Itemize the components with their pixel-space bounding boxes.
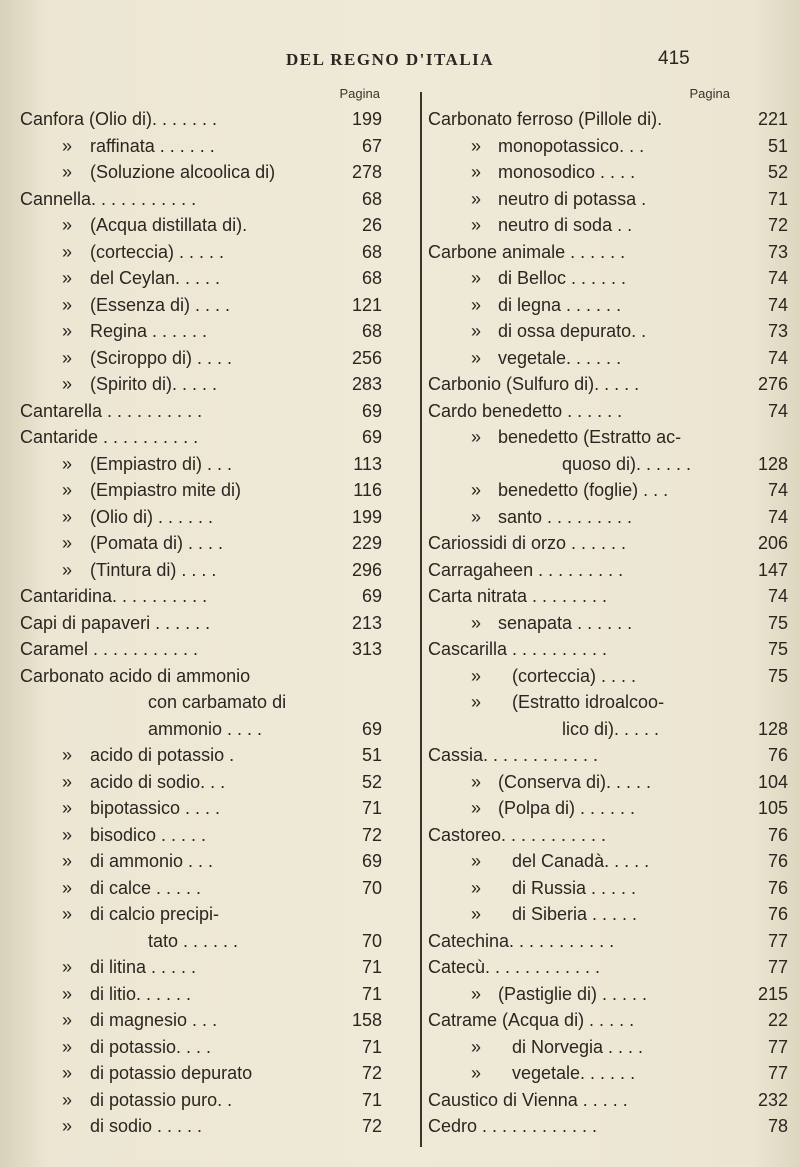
ditto-mark: »: [61, 374, 72, 394]
index-entry: [428, 239, 788, 266]
entry-text: di calcio precipi-: [90, 904, 220, 924]
column-heading: [428, 80, 788, 106]
entry-text: vegetale. . . . . .: [512, 1063, 636, 1083]
entry-text: Caustico di Vienna . . . . .: [428, 1089, 628, 1110]
index-entry: [20, 451, 410, 478]
ditto-mark: »: [61, 268, 72, 288]
index-entry: [20, 954, 410, 981]
index-entry: [428, 1034, 788, 1061]
ditto-mark: »: [61, 1089, 72, 1110]
entry-text: (Tintura di) . . . .: [90, 559, 217, 580]
index-entry: [20, 424, 410, 451]
entry-text: lico di). . . . .: [562, 718, 660, 739]
index-entry: [428, 371, 788, 398]
entry-page-number: 74: [767, 294, 788, 315]
entry-text: (Pastiglie di) . . . . .: [498, 983, 648, 1004]
ditto-mark: »: [61, 798, 72, 818]
entry-page-number: 213: [351, 612, 382, 633]
entry-page-number: 70: [361, 930, 382, 951]
entry-page-number: 74: [767, 400, 788, 421]
entry-page-number: 52: [767, 162, 788, 182]
index-entry: [428, 1060, 788, 1087]
entry-page-number: 72: [361, 1116, 382, 1136]
running-header: [0, 48, 800, 78]
index-entry: [20, 742, 410, 769]
entry-text: del Ceylan. . . . .: [90, 268, 221, 288]
entry-text: Cardo benedetto . . . . . .: [428, 400, 623, 421]
entry-text: di ossa depurato. .: [498, 321, 647, 341]
index-entry: [428, 212, 788, 239]
ditto-mark: »: [470, 904, 481, 924]
entry-text: Carbone animale . . . . . .: [428, 241, 626, 262]
entry-page-number: 77: [767, 1036, 788, 1057]
index-entry: [20, 504, 410, 531]
entry-text: di Belloc . . . . . .: [498, 268, 627, 288]
ditto-mark: »: [61, 453, 72, 474]
entry-text: raffinata . . . . . .: [90, 135, 215, 156]
ditto-mark: »: [61, 1010, 72, 1030]
ditto-mark: »: [470, 268, 481, 288]
entry-text: quoso di). . . . . .: [562, 453, 692, 474]
entry-text: di Siberia . . . . .: [512, 904, 638, 924]
ditto-mark: »: [470, 188, 481, 209]
entry-page-number: 69: [361, 400, 382, 421]
entry-page-number: 76: [767, 851, 788, 871]
index-entry: [20, 1087, 410, 1114]
entry-page-number: 76: [767, 745, 788, 765]
ditto-mark: »: [61, 162, 72, 182]
entry-page-number: 116: [353, 480, 382, 500]
entry-text: monosodico . . . .: [498, 162, 636, 182]
ditto-mark: »: [61, 294, 72, 315]
entry-text: (Empiastro di) . . .: [90, 453, 233, 474]
page-number: 415: [658, 48, 690, 69]
index-entry: [20, 1034, 410, 1061]
ditto-mark: »: [61, 347, 72, 368]
entry-page-number: 276: [757, 374, 788, 394]
index-entry: [20, 133, 410, 160]
entry-text: di Russia . . . . .: [512, 877, 637, 898]
entry-page-number: 71: [767, 188, 788, 209]
index-entry: [428, 451, 788, 478]
index-entry: [428, 583, 788, 610]
entry-text: (Essenza di) . . . .: [90, 294, 231, 315]
ditto-mark: »: [470, 294, 481, 315]
ditto-mark: »: [470, 612, 481, 633]
ditto-mark: »: [470, 480, 481, 500]
entry-page-number: 52: [361, 771, 382, 792]
entry-page-number: 74: [767, 586, 788, 606]
entry-page-number: 74: [767, 268, 788, 288]
ditto-mark: »: [470, 135, 481, 156]
entry-page-number: 74: [767, 506, 788, 527]
entry-page-number: 72: [361, 1063, 382, 1083]
index-entry: [428, 424, 788, 451]
entry-text: Carragaheen . . . . . . . . .: [428, 559, 624, 580]
entry-text: vegetale. . . . . .: [498, 347, 622, 368]
entry-text: tato . . . . . .: [148, 930, 239, 951]
entry-text: di litina . . . . .: [90, 957, 197, 977]
ditto-mark: »: [61, 321, 72, 341]
ditto-mark: »: [61, 745, 72, 765]
index-entry: [20, 981, 410, 1008]
entry-page-number: 70: [361, 877, 382, 898]
ditto-mark: »: [61, 957, 72, 977]
entry-text: (Acqua distillata di).: [90, 215, 248, 235]
ditto-mark: »: [470, 692, 481, 712]
entry-page-number: 121: [351, 294, 382, 315]
index-list-left: [20, 106, 410, 1140]
header-title: DEL REGNO D'ITALIA: [286, 50, 495, 69]
entry-text: benedetto (foglie) . . .: [498, 480, 669, 500]
entry-page-number: 77: [767, 930, 788, 951]
entry-page-number: 71: [361, 1089, 382, 1110]
entry-page-number: 71: [361, 983, 382, 1004]
entry-text: Caramel . . . . . . . . . . .: [20, 639, 199, 659]
entry-page-number: 77: [767, 1063, 788, 1083]
index-entry: [20, 318, 410, 345]
index-entry: [428, 159, 788, 186]
entry-text: del Canadà. . . . .: [512, 851, 650, 871]
index-entry: [428, 795, 788, 822]
entry-text: neutro di soda . .: [498, 215, 633, 235]
index-entry: [428, 848, 788, 875]
entry-text: Cedro . . . . . . . . . . . .: [428, 1116, 598, 1136]
index-entry: [428, 133, 788, 160]
entry-page-number: 69: [361, 851, 382, 871]
index-entry: [20, 159, 410, 186]
ditto-mark: »: [470, 506, 481, 527]
ditto-mark: »: [470, 1063, 481, 1083]
index-entry: [20, 1060, 410, 1087]
column-heading-label: Pagina: [339, 86, 380, 101]
entry-page-number: 199: [351, 506, 382, 527]
entry-text: di litio. . . . . .: [90, 983, 192, 1004]
entry-text: Cantarella . . . . . . . . . .: [20, 400, 203, 421]
entry-page-number: 229: [351, 533, 382, 553]
entry-page-number: 76: [767, 877, 788, 898]
entry-page-number: 73: [767, 321, 788, 341]
entry-text: (Polpa di) . . . . . .: [498, 798, 636, 818]
ditto-mark: »: [470, 798, 481, 818]
index-entry: [428, 504, 788, 531]
entry-text: Cannella. . . . . . . . . . .: [20, 188, 197, 209]
entry-page-number: 75: [767, 639, 788, 659]
ditto-mark: »: [470, 1036, 481, 1057]
ditto-mark: »: [470, 347, 481, 368]
index-entry: [20, 557, 410, 584]
index-entry: [428, 875, 788, 902]
entry-page-number: 73: [767, 241, 788, 262]
entry-text: Cantaridina. . . . . . . . . .: [20, 586, 208, 606]
entry-text: Cassia. . . . . . . . . . . .: [428, 745, 599, 765]
column-divider: [420, 92, 422, 1147]
entry-text: di potassio. . . .: [90, 1036, 212, 1057]
entry-page-number: 313: [351, 639, 382, 659]
entry-text: neutro di potassa .: [498, 188, 647, 209]
ditto-mark: »: [61, 904, 72, 924]
index-column-right: [428, 80, 788, 1140]
entry-text: con carbamato di: [148, 692, 287, 712]
entry-text: (corteccia) . . . .: [512, 665, 637, 686]
index-entry: [20, 477, 410, 504]
entry-page-number: 105: [757, 798, 788, 818]
entry-text: Cantaride . . . . . . . . . .: [20, 427, 199, 447]
index-column-left: [20, 80, 410, 1140]
entry-text: (corteccia) . . . . .: [90, 241, 225, 262]
entry-text: Carbonato ferroso (Pillole di).: [428, 109, 663, 129]
index-entry: [428, 981, 788, 1008]
entry-page-number: 199: [351, 109, 382, 129]
index-entry: [20, 795, 410, 822]
index-entry: [428, 689, 788, 716]
entry-page-number: 232: [757, 1089, 788, 1110]
entry-text: Carbonato acido di ammonio: [20, 665, 251, 686]
column-heading-label: Pagina: [689, 86, 730, 101]
entry-page-number: 256: [351, 347, 382, 368]
entry-text: monopotassico. . .: [498, 135, 645, 156]
entry-text: senapata . . . . . .: [498, 612, 633, 633]
index-entry: [20, 265, 410, 292]
entry-page-number: 147: [757, 559, 788, 580]
index-entry: [428, 742, 788, 769]
index-entry: [20, 689, 410, 716]
index-entry: [428, 636, 788, 663]
index-entry: [20, 371, 410, 398]
entry-page-number: 69: [361, 586, 382, 606]
entry-page-number: 51: [361, 745, 382, 765]
ditto-mark: »: [61, 215, 72, 235]
entry-page-number: 77: [767, 957, 788, 977]
index-entry: [428, 557, 788, 584]
index-entry: [428, 318, 788, 345]
entry-page-number: 283: [351, 374, 382, 394]
index-list-right: [428, 106, 788, 1140]
index-entry: [20, 848, 410, 875]
entry-text: bipotassico . . . .: [90, 798, 221, 818]
entry-text: Castoreo. . . . . . . . . . .: [428, 824, 607, 845]
entry-text: Capi di papaveri . . . . . .: [20, 612, 211, 633]
index-entry: [428, 106, 788, 133]
entry-page-number: 221: [757, 109, 788, 129]
index-entry: [20, 398, 410, 425]
entry-page-number: 76: [767, 904, 788, 924]
entry-page-number: 71: [361, 957, 382, 977]
entry-text: di calce . . . . .: [90, 877, 202, 898]
entry-page-number: 75: [767, 665, 788, 686]
index-entry: [428, 663, 788, 690]
entry-page-number: 206: [757, 533, 788, 553]
ditto-mark: »: [470, 983, 481, 1004]
ditto-mark: »: [470, 665, 481, 686]
ditto-mark: »: [470, 771, 481, 792]
ditto-mark: »: [61, 533, 72, 553]
entry-page-number: 26: [361, 215, 382, 235]
index-entry: [428, 530, 788, 557]
entry-text: acido di potassio .: [90, 745, 235, 765]
entry-text: (Sciroppo di) . . . .: [90, 347, 233, 368]
index-entry: [20, 530, 410, 557]
index-entry: [428, 954, 788, 981]
entry-text: (Pomata di) . . . .: [90, 533, 224, 553]
index-entry: [428, 186, 788, 213]
index-entry: [20, 928, 410, 955]
index-entry: [20, 345, 410, 372]
entry-text: Carbonio (Sulfuro di). . . . .: [428, 374, 640, 394]
entry-text: di sodio . . . . .: [90, 1116, 203, 1136]
index-entry: [20, 239, 410, 266]
entry-page-number: 78: [767, 1116, 788, 1136]
entry-text: santo . . . . . . . . .: [498, 506, 633, 527]
index-entry: [20, 292, 410, 319]
index-entry: [428, 265, 788, 292]
index-entry: [428, 822, 788, 849]
entry-page-number: 113: [353, 453, 382, 474]
entry-text: di potassio puro. .: [90, 1089, 233, 1110]
entry-page-number: 296: [351, 559, 382, 580]
index-entry: [428, 1007, 788, 1034]
entry-text: Cascarilla . . . . . . . . . .: [428, 639, 608, 659]
index-entry: [428, 610, 788, 637]
index-entry: [428, 398, 788, 425]
entry-text: Canfora (Olio di). . . . . . .: [20, 109, 218, 129]
ditto-mark: »: [61, 824, 72, 845]
entry-page-number: 72: [361, 824, 382, 845]
entry-page-number: 69: [361, 427, 382, 447]
entry-page-number: 68: [361, 268, 382, 288]
index-entry: [20, 212, 410, 239]
index-entry: [428, 477, 788, 504]
ditto-mark: »: [61, 241, 72, 262]
entry-page-number: 76: [767, 824, 788, 845]
entry-text: ammonio . . . .: [148, 718, 263, 739]
entry-text: benedetto (Estratto ac-: [498, 427, 682, 447]
index-entry: [20, 901, 410, 928]
ditto-mark: »: [61, 1116, 72, 1136]
ditto-mark: »: [61, 851, 72, 871]
entry-page-number: 74: [767, 347, 788, 368]
entry-text: (Conserva di). . . . .: [498, 771, 652, 792]
entry-text: di ammonio . . .: [90, 851, 214, 871]
index-entry: [428, 292, 788, 319]
entry-text: Catecù. . . . . . . . . . . .: [428, 957, 601, 977]
entry-text: Carta nitrata . . . . . . . .: [428, 586, 608, 606]
column-heading: [20, 80, 410, 106]
ditto-mark: »: [61, 135, 72, 156]
entry-text: di magnesio . . .: [90, 1010, 218, 1030]
entry-text: (Olio di) . . . . . .: [90, 506, 214, 527]
ditto-mark: »: [470, 162, 481, 182]
ditto-mark: »: [61, 877, 72, 898]
ditto-mark: »: [61, 1063, 72, 1083]
entry-text: di Norvegia . . . .: [512, 1036, 644, 1057]
entry-page-number: 215: [757, 983, 788, 1004]
entry-page-number: 74: [767, 480, 788, 500]
entry-text: acido di sodio. . .: [90, 771, 226, 792]
index-entry: [20, 583, 410, 610]
entry-text: (Spirito di). . . . .: [90, 374, 218, 394]
ditto-mark: »: [470, 877, 481, 898]
entry-text: (Soluzione alcoolica di): [90, 162, 276, 182]
index-entry: [20, 636, 410, 663]
index-entry: [428, 901, 788, 928]
entry-text: di legna . . . . . .: [498, 294, 622, 315]
entry-page-number: 67: [361, 135, 382, 156]
index-entry: [428, 769, 788, 796]
index-entry: [428, 1087, 788, 1114]
index-entry: [20, 1007, 410, 1034]
index-entry: [20, 186, 410, 213]
index-entry: [20, 716, 410, 743]
entry-page-number: 158: [351, 1010, 382, 1030]
ditto-mark: »: [61, 771, 72, 792]
entry-page-number: 75: [767, 612, 788, 633]
index-entry: [20, 875, 410, 902]
index-entry: [20, 663, 410, 690]
index-entry: [20, 769, 410, 796]
entry-page-number: 69: [361, 718, 382, 739]
entry-page-number: 68: [361, 321, 382, 341]
entry-page-number: 51: [767, 135, 788, 156]
entry-page-number: 68: [361, 188, 382, 209]
entry-text: Catrame (Acqua di) . . . . .: [428, 1010, 635, 1030]
ditto-mark: »: [61, 506, 72, 527]
entry-text: (Empiastro mite di): [90, 480, 242, 500]
entry-page-number: 278: [351, 162, 382, 182]
ditto-mark: »: [61, 480, 72, 500]
entry-page-number: 68: [361, 241, 382, 262]
index-entry: [20, 822, 410, 849]
entry-page-number: 128: [757, 718, 788, 739]
entry-text: Catechina. . . . . . . . . . .: [428, 930, 615, 951]
index-entry: [428, 345, 788, 372]
index-entry: [428, 716, 788, 743]
index-entry: [20, 610, 410, 637]
index-entry: [428, 1113, 788, 1140]
entry-text: di potassio depurato: [90, 1063, 253, 1083]
entry-page-number: 22: [767, 1010, 788, 1030]
ditto-mark: »: [61, 983, 72, 1004]
ditto-mark: »: [470, 427, 481, 447]
entry-text: Regina . . . . . .: [90, 321, 208, 341]
entry-page-number: 72: [767, 215, 788, 235]
entry-page-number: 104: [757, 771, 788, 792]
index-entry: [20, 1113, 410, 1140]
entry-text: Cariossidi di orzo . . . . . .: [428, 533, 627, 553]
ditto-mark: »: [61, 559, 72, 580]
entry-page-number: 71: [361, 798, 382, 818]
ditto-mark: »: [61, 1036, 72, 1057]
index-entry: [20, 106, 410, 133]
entry-page-number: 71: [361, 1036, 382, 1057]
ditto-mark: »: [470, 851, 481, 871]
entry-text: bisodico . . . . .: [90, 824, 207, 845]
entry-text: (Estratto idroalcoo-: [512, 692, 665, 712]
ditto-mark: »: [470, 215, 481, 235]
index-entry: [428, 928, 788, 955]
entry-page-number: 128: [757, 453, 788, 474]
ditto-mark: »: [470, 321, 481, 341]
